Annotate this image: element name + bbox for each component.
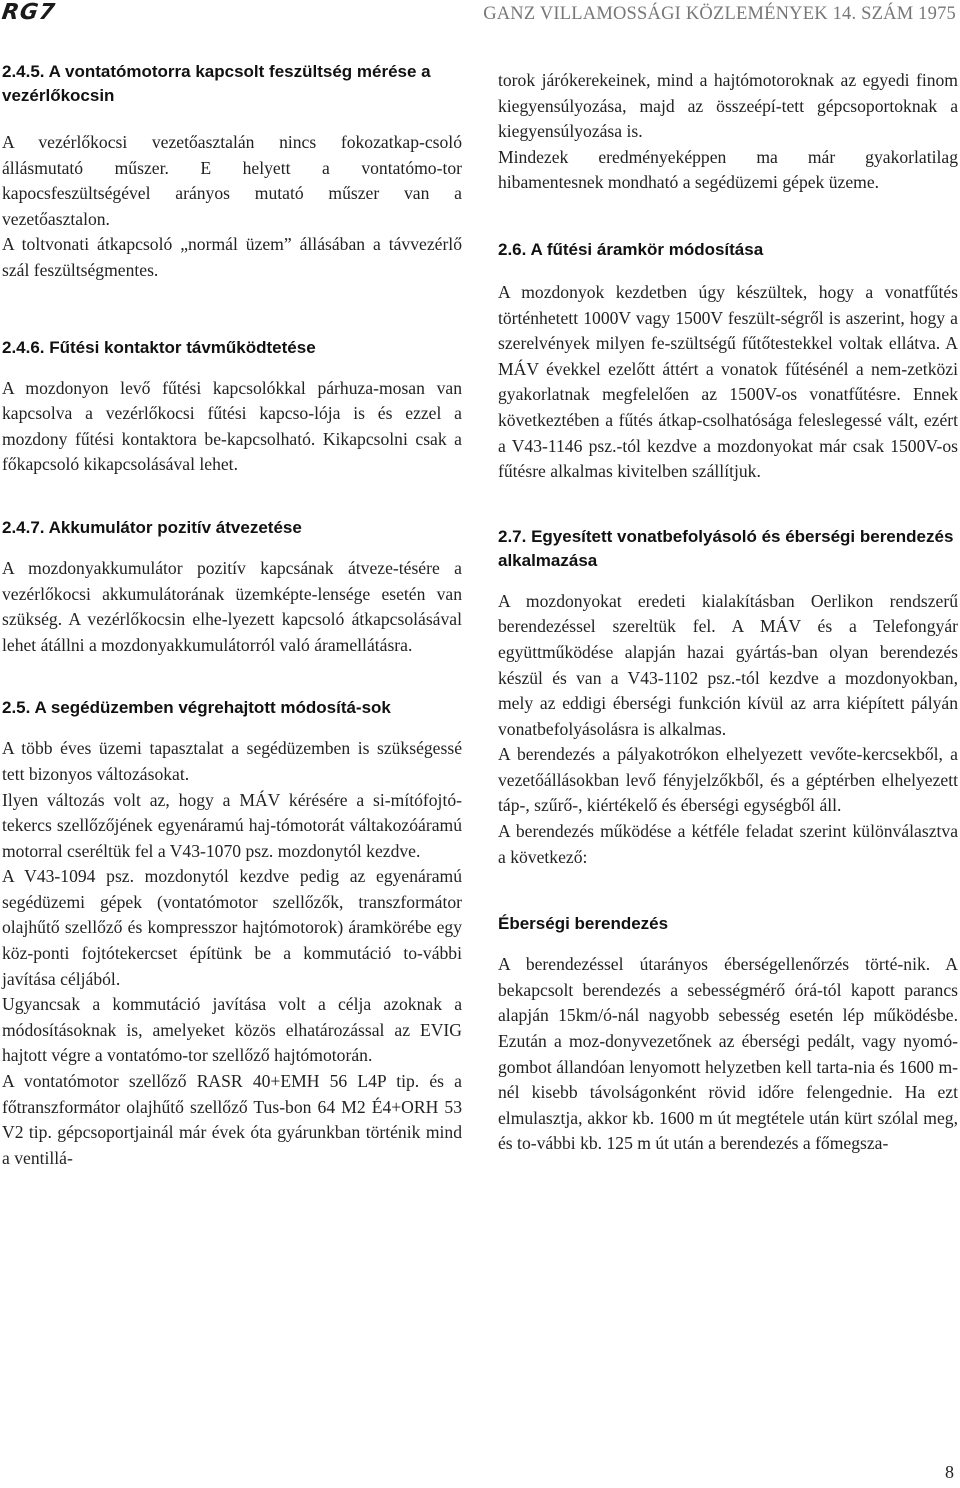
page-number: 8 <box>945 1462 954 1482</box>
paragraph: A toltvonati átkapcsoló „normál üzem” állásában a távvezérlő szál feszültségmentes. <box>2 234 462 280</box>
page-header <box>0 0 960 36</box>
paragraph: Ugyancsak a kommutáció javítása volt a célja azoknak a módosításoknak is, amelyeket közös elhatározással az EVIG hajtott végre a vontatómo-tor szellőző hajtómotorán. <box>2 994 462 1066</box>
paragraph: A V43-1094 psz. mozdonytól kezdve pedig az egyenáramú segédüzemi gépek (vontatómotor szellőzők, transzformátor olajhűtő szellőző és kompresszor hajtómotorok) áramkörébe egy köz-ponti fojtótekercset építünk be a kommutáció to-vábbi javítása céljából. <box>2 866 462 989</box>
section-heading-2-7: 2.7. Egyesített vonatbefolyásoló és éberségi berendezés alkalmazása <box>498 526 954 570</box>
section-heading-2-6: 2.6. A fűtési áramkör módosítása <box>498 239 764 259</box>
paragraph: Ilyen változás volt az, hogy a MÁV kérésére a si-mítófojtó-tekercs szellőzőjének egyenáramú haj-tómotorát váltakozóáramú motorral cseréltük fel a V43-1070 psz. mozdonytól kezdve. <box>2 789 462 861</box>
right-column <box>498 60 958 1157</box>
section-heading-2-4-6: 2.4.6. Fűtési kontaktor távműködtetése <box>2 337 316 357</box>
section-heading-2-4-5: 2.4.5. A vontatómotorra kapcsolt feszültség mérése a vezérlőkocsin <box>2 62 431 105</box>
paragraph: A mozdonyokat eredeti kialakításban Oerlikon rendszerű berendezéssel szereltük fel. A MÁV és a Telefongyár együttműködése alapján hazai gyártás-ban olyan berendezés készül és van a V43-1102 psz.-tól kezdve a mozdonyokban, mely az eddigi éberségi funkción kívül az arra kiépített pályán vonatbefolyásolásra is alkalmas. <box>498 590 958 739</box>
paragraph: Mindezek eredményeképpen ma már gyakorlatilag hibamentesnek mondható a segédüzemi gépek üzeme. <box>498 146 958 193</box>
subsection-heading-eberseg: Éberségi berendezés <box>498 914 669 934</box>
section-heading-2-4-7: 2.4.7. Akkumulátor pozitív átvezetése <box>2 517 302 537</box>
company-logo: RG7 <box>0 0 58 25</box>
paragraph: A berendezéssel útarányos éberségellenőrzés törté-nik. A bekapcsolt berendezés a sebességmérő órá-tól kapott parancs alapján 15km/ó-nál nagyobb sebesség esetén lép működésbe. Ezután a moz-donyvezetőnek az éberségi pedált, vagy nyomó-gombot állandóan lenyomott helyzetben kell tarta-nia és 1600 m-nél kisebb távolságonként rövid időre felengednie. Ha ezt elmulasztja, akkor kb. 1600 m út megtétele után kürt szólal meg, és to-vábbi kb. 125 m út után a berendezés a főmegsza- <box>498 954 958 1154</box>
paragraph: A több éves üzemi tapasztalat a segédüzemben is szükségessé tett bizonyos változásokat. <box>2 738 462 784</box>
paragraph: A vontatómotor szellőző RASR 40+EMH 56 L4P tip. és a főtranszformátor olajhűtő szellőző Tus-bon 64 M2 É4+ORH 53 V2 tip. gépcsoportjainál már évek óta gyárunkban történik mind a ventillá- <box>2 1071 462 1168</box>
paragraph: A mozdonyakkumulátor pozitív kapcsának átveze-tésére a vezérlőkocsi akkumulátorának üzemképte-lensége esetén van szükség. A vezérlőkocsin elhe-lyezett kapcsoló átkapcsolásával lehet átállni a mozdonyakkumulátorról való áramellátásra. <box>2 557 462 655</box>
paragraph: A mozdonyok kezdetben úgy készültek, hogy a vonatfűtés történhetett 1000V vagy 1500V feszült-ségről is aszerint, hogy a szerelvények milyen fe-szültségű fűtőtestekkel voltak ellátva. A MÁV évekkel ezelőtt áttért a vonatok fűtésénél a nem-zetközi gyakorlatnak megfelelően az 1500V-os vonatfűtésre. Ennek következtében a fűtés átkap-csolhatósága feleslegessé vált, ezért a V43-1146 psz.-tól kezdve a mozdonyokat már csak 1500V-os fűtésre alkalmas kivitelben szállítjuk. <box>498 281 958 482</box>
section-heading-2-5: 2.5. A segédüzemben végrehajtott módosítá-sok <box>2 698 391 718</box>
paragraph: A mozdonyon levő fűtési kapcsolókkal párhuza-mosan van kapcsolva a vezérlőkocsi fűtési kapcso-lója is és ezzel a mozdony fűtési kontaktora be-kapcsolható. Kikapcsolni csak a főkapcsoló kikapcsolásával lehet. <box>2 377 462 475</box>
journal-title: GANZ VILLAMOSSÁGI KÖZLEMÉNYEK 14. SZÁM 1975 <box>483 4 956 24</box>
paragraph: torok járókerekeinek, mind a hajtómotoroknak az egyedi finom kiegyensúlyozása, majd az összeépí-tett gépcsoportoknak a kiegyensúlyozása is. <box>498 70 958 142</box>
left-column <box>2 60 462 1171</box>
paragraph: A berendezés működése a kétféle feladat szerint különválasztva a következő: <box>498 821 958 867</box>
paragraph: A berendezés a pályakotrókon elhelyezett vevőte-kercsekből, a vezetőállásokban levő fényjelzőkből, és a géptérben elhelyezett táp-, szűrő-, kiértékelő és éberségi egységből áll. <box>498 744 958 816</box>
paragraph: A vezérlőkocsi vezetőasztalán nincs fokozatkap-csoló állásmutató műszer. E helyett a vontatómo-tor kapocsfeszültségével arányos mutató műszer van a vezetőasztalon. <box>2 132 462 229</box>
